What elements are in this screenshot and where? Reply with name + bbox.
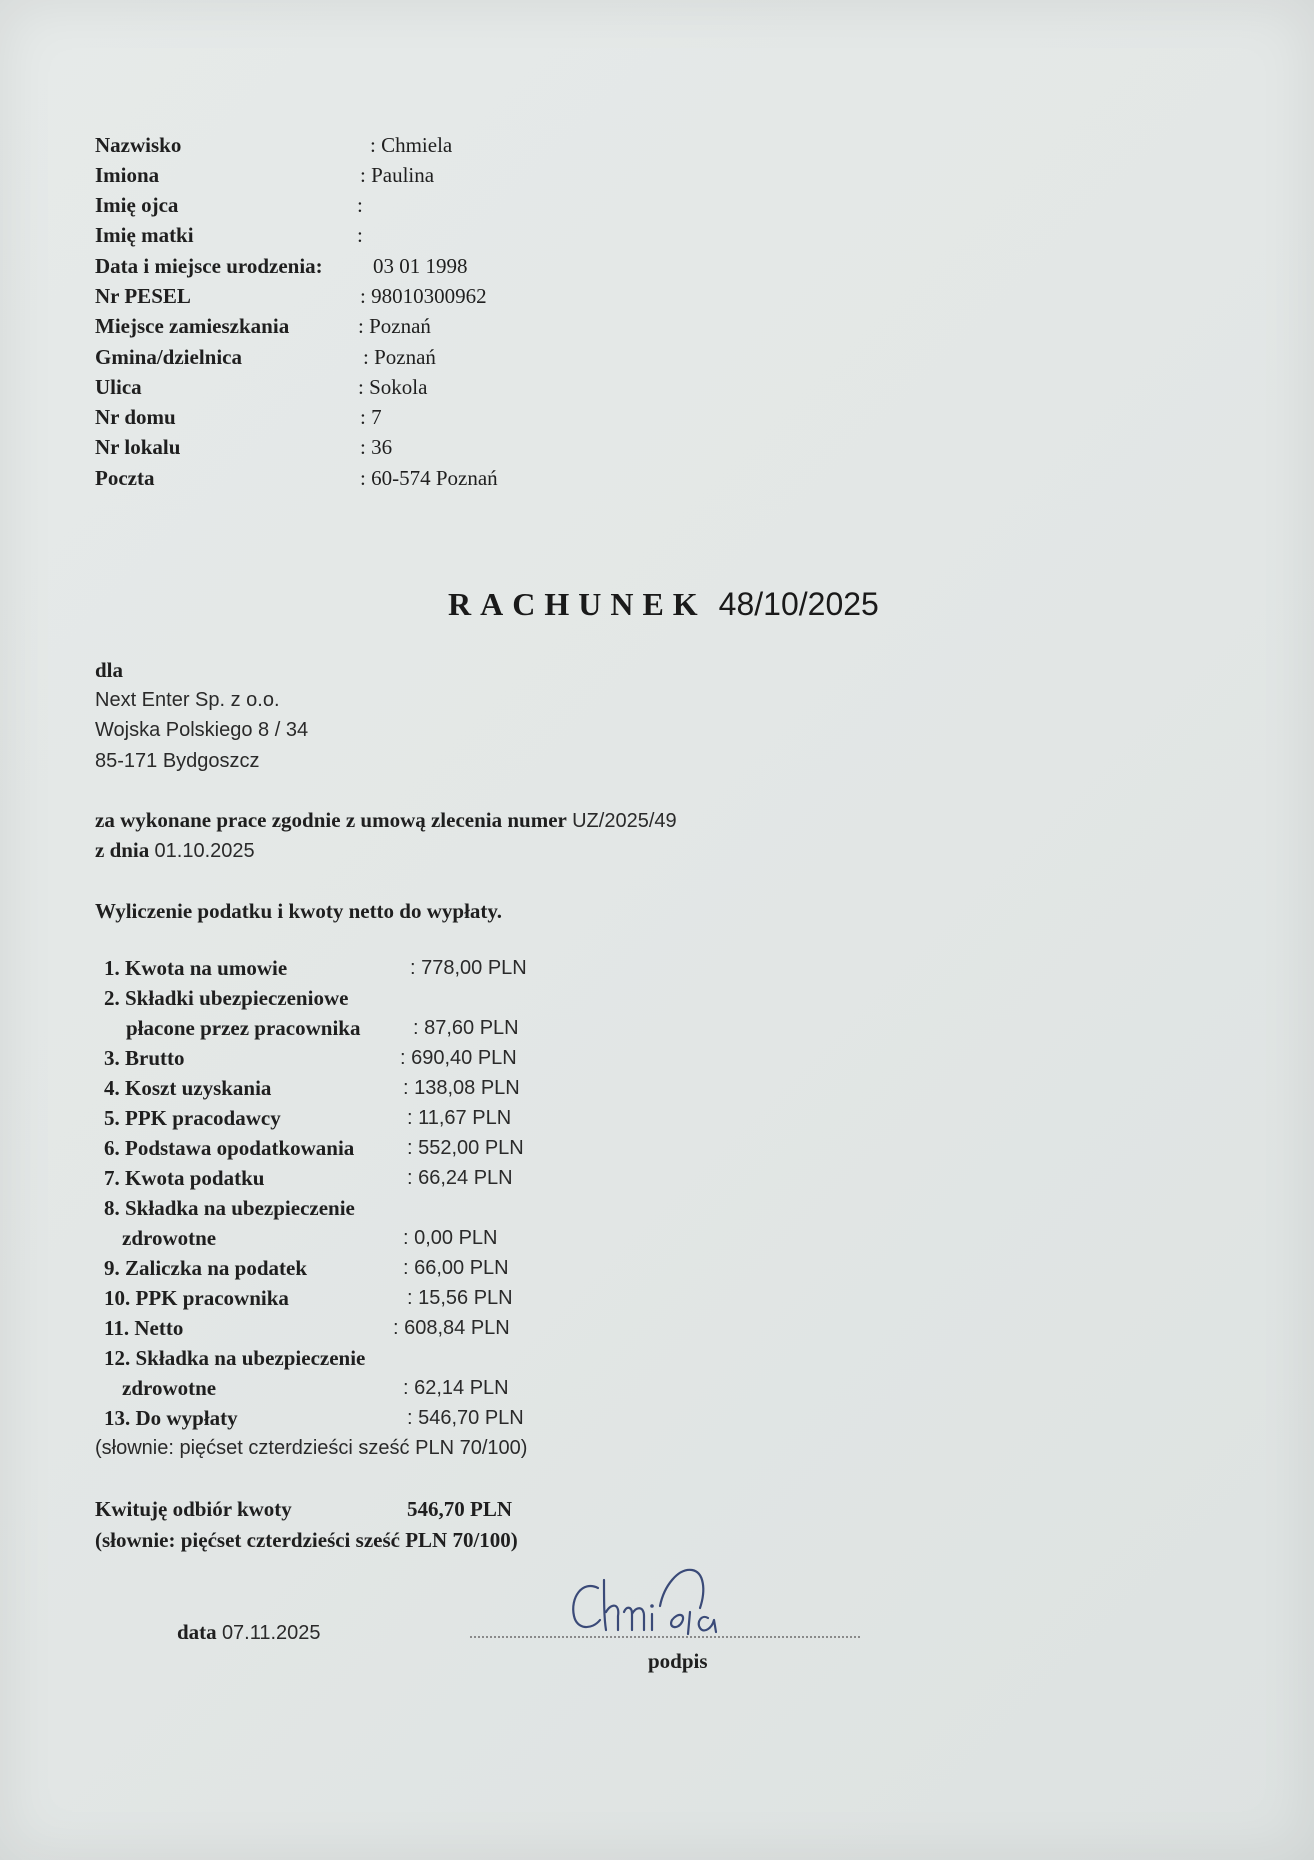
calc-value: : 62,14 PLN <box>403 1377 509 1399</box>
personal-label: Nr domu <box>95 405 176 429</box>
recipient-city: 85-171 Bydgoszcz <box>95 750 260 772</box>
signature-caption: podpis <box>648 1649 708 1673</box>
contract-line-1 <box>95 806 677 835</box>
personal-value: : Chmiela <box>370 133 453 157</box>
calc-value: : 778,00 PLN <box>410 957 527 979</box>
calc-label: zdrowotne <box>122 1376 217 1400</box>
date-value: 07.11.2025 <box>221 1622 321 1644</box>
calc-value: : 15,56 PLN <box>407 1287 513 1309</box>
personal-value: : 60-574 Poznań <box>360 466 498 490</box>
calc-value: : 87,60 PLN <box>413 1017 519 1039</box>
recipient-intro: dla <box>95 658 124 682</box>
calc-label: 13. Do wypłaty <box>104 1406 238 1430</box>
calc-value: : 66,00 PLN <box>403 1257 509 1279</box>
receipt-words: (słownie: pięćset czterdzieści sześć PLN 70/100) <box>95 1528 518 1552</box>
personal-label: Data i miejsce urodzenia: <box>95 254 323 278</box>
amount-in-words: (słownie: pięćset czterdzieści sześć PLN 70/100) <box>95 1437 528 1459</box>
calc-label: 5. PPK pracodawcy <box>104 1106 281 1130</box>
recipient-name: Next Enter Sp. z o.o. <box>95 689 280 711</box>
personal-value: : <box>357 193 363 217</box>
personal-value: : Poznań <box>358 314 431 338</box>
personal-value: : Sokola <box>358 375 428 399</box>
recipient-street: Wojska Polskiego 8 / 34 <box>95 719 309 741</box>
handwritten-signature <box>560 1550 740 1650</box>
personal-label: Imię ojca <box>95 193 179 217</box>
calc-value: : 552,00 PLN <box>407 1137 524 1159</box>
personal-label: Nr lokalu <box>95 435 181 459</box>
calc-label: 2. Składki ubezpieczeniowe <box>104 986 349 1010</box>
calc-label: 9. Zaliczka na podatek <box>104 1256 308 1280</box>
calc-label: płacone przez pracownika <box>126 1016 361 1040</box>
calc-label: 7. Kwota podatku <box>104 1166 265 1190</box>
contract-number: UZ/2025/49 <box>572 810 677 832</box>
footer-date <box>177 1618 321 1647</box>
personal-value: 03 01 1998 <box>373 254 468 278</box>
calc-label: zdrowotne <box>122 1226 217 1250</box>
calc-label: 4. Koszt uzyskania <box>104 1076 272 1100</box>
contract-label: za wykonane prace zgodnie z umową zlecenia numer <box>95 808 567 832</box>
calc-label: 3. Brutto <box>104 1046 185 1070</box>
calc-label: 10. PPK pracownika <box>104 1286 289 1310</box>
calc-value: : 11,67 PLN <box>407 1107 512 1129</box>
document-title <box>448 584 879 624</box>
date-label: data <box>177 1620 217 1644</box>
title-word: RACHUNEK <box>448 586 707 622</box>
personal-value: : <box>357 223 363 247</box>
calc-value: : 608,84 PLN <box>393 1317 510 1339</box>
calc-value: : 690,40 PLN <box>400 1047 517 1069</box>
receipt-amount: 546,70 PLN <box>407 1497 512 1521</box>
personal-label: Ulica <box>95 375 142 399</box>
receipt-line <box>95 1495 512 1523</box>
personal-label: Miejsce zamieszkania <box>95 314 290 338</box>
calc-label: 12. Składka na ubezpieczenie <box>104 1346 366 1370</box>
title-number: 48/10/2025 <box>718 586 879 622</box>
personal-label: Gmina/dzielnica <box>95 345 242 369</box>
personal-label: Poczta <box>95 466 155 490</box>
personal-label: Nazwisko <box>95 133 182 157</box>
calc-label: 1. Kwota na umowie <box>104 956 288 980</box>
personal-value: : Paulina <box>360 163 435 187</box>
personal-label: Imię matki <box>95 223 194 247</box>
personal-value: : Poznań <box>363 345 436 369</box>
contract-date-label: z dnia <box>95 838 150 862</box>
personal-value: : 36 <box>360 435 393 459</box>
contract-line-2 <box>95 836 255 865</box>
personal-value: : 7 <box>360 405 382 429</box>
calc-label: 11. Netto <box>104 1316 184 1340</box>
personal-label: Imiona <box>95 163 160 187</box>
calc-label: 6. Podstawa opodatkowania <box>104 1136 355 1160</box>
calc-label: 8. Składka na ubezpieczenie <box>104 1196 355 1220</box>
contract-date: 01.10.2025 <box>154 840 255 862</box>
receipt-label: Kwituję odbiór kwoty <box>95 1497 292 1521</box>
personal-value: : 98010300962 <box>360 284 487 308</box>
personal-label: Nr PESEL <box>95 284 191 308</box>
calc-value: : 66,24 PLN <box>407 1167 513 1189</box>
calc-heading: Wyliczenie podatku i kwoty netto do wypłaty. <box>95 899 502 923</box>
calc-value: : 546,70 PLN <box>407 1407 524 1429</box>
calc-value: : 138,08 PLN <box>403 1077 520 1099</box>
calc-value: : 0,00 PLN <box>403 1227 498 1249</box>
